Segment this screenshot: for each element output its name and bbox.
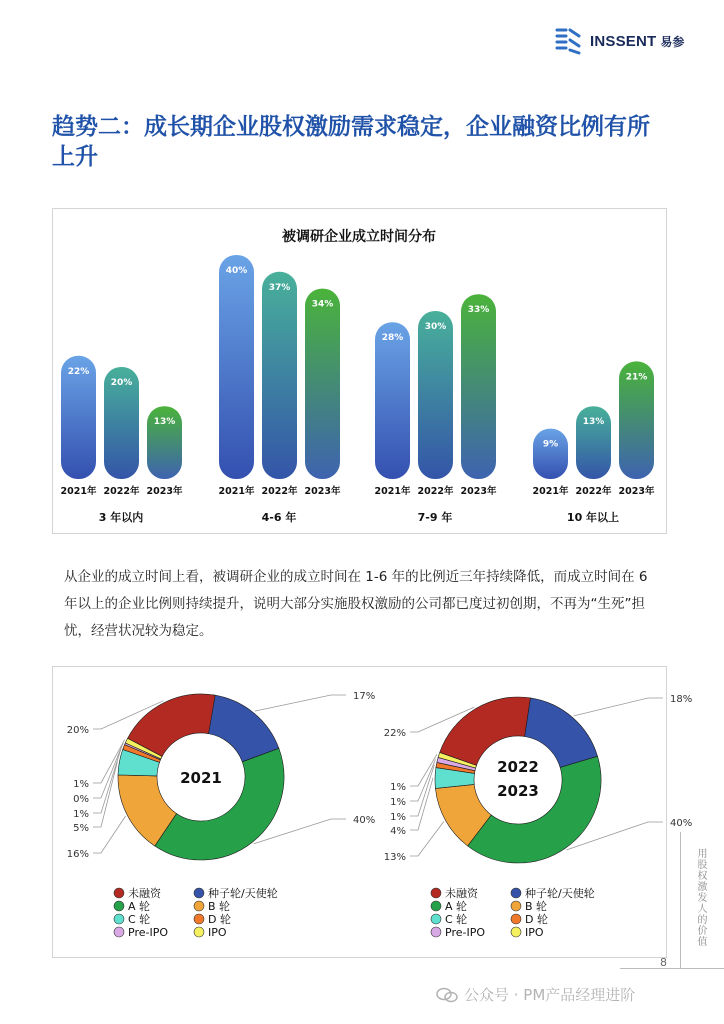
x-tick-label: 2021年 bbox=[374, 486, 411, 497]
legend-label: IPO bbox=[525, 926, 544, 939]
legend-label: Pre-IPO bbox=[128, 926, 168, 939]
x-tick-label: 2023年 bbox=[146, 486, 183, 497]
bar-data-label: 34% bbox=[311, 299, 334, 310]
legend-swatch bbox=[114, 914, 124, 924]
bar-data-label: 30% bbox=[424, 322, 447, 332]
bar-data-label: 9% bbox=[542, 439, 559, 450]
legend-swatch bbox=[194, 927, 204, 937]
x-tick-label: 2022年 bbox=[261, 486, 298, 497]
donut-slice bbox=[155, 748, 284, 860]
legend-swatch bbox=[431, 888, 441, 898]
legend-label: A 轮 bbox=[445, 900, 468, 913]
slice-label: 20% bbox=[66, 725, 89, 736]
bar bbox=[262, 272, 297, 479]
legend-label: B 轮 bbox=[525, 900, 548, 913]
body-paragraph: 从企业的成立时间上看，被调研企业的成立时间在 1-6 年的比例近三年持续降低，而成立时间在 6 年以上的企业比例则持续提升，说明大部分实施股权激励的公司都已度过初创期，不再为“生死”担忧，经营状况较为稳定。 bbox=[64, 569, 648, 639]
legend-swatch bbox=[194, 914, 204, 924]
side-divider bbox=[680, 832, 681, 968]
bar bbox=[375, 322, 410, 479]
leader-line bbox=[410, 821, 444, 856]
brand-mark-icon bbox=[554, 26, 582, 56]
legend-label: 种子轮/天使轮 bbox=[208, 887, 278, 900]
slice-label: 1% bbox=[73, 779, 89, 790]
wechat-icon bbox=[436, 987, 458, 1003]
slice-label: 1% bbox=[390, 812, 406, 823]
footer-divider bbox=[620, 968, 724, 969]
legend-label: C 轮 bbox=[445, 913, 468, 926]
bar-data-label: 22% bbox=[67, 366, 90, 377]
bar-data-label: 37% bbox=[268, 282, 291, 293]
legend-label: 未融资 bbox=[128, 887, 161, 900]
side-slogan: 用股权激发人的价值 bbox=[695, 848, 706, 947]
legend-swatch bbox=[511, 901, 521, 911]
legend-swatch bbox=[114, 901, 124, 911]
x-tick-label: 2023年 bbox=[304, 486, 341, 497]
leader-line bbox=[93, 816, 126, 853]
legend-label: Pre-IPO bbox=[445, 926, 485, 939]
bar bbox=[533, 429, 568, 479]
brand-name-cn: 易参 bbox=[660, 34, 685, 49]
bar bbox=[461, 294, 496, 479]
watermark-text: 公众号 · PM产品经理进阶 bbox=[464, 986, 636, 1004]
legend-label: 未融资 bbox=[445, 887, 478, 900]
bar-chart bbox=[53, 209, 666, 533]
bar-data-label: 21% bbox=[625, 372, 648, 383]
legend-swatch bbox=[431, 901, 441, 911]
donut-slice bbox=[525, 698, 598, 767]
legend-label: IPO bbox=[208, 926, 227, 939]
leader-line bbox=[255, 695, 346, 711]
slice-label: 40% bbox=[670, 818, 693, 829]
legend-label: A 轮 bbox=[128, 900, 151, 913]
bar-chart-panel bbox=[52, 208, 667, 534]
bar bbox=[305, 289, 340, 479]
x-tick-label: 2023年 bbox=[460, 486, 497, 497]
legend-label: C 轮 bbox=[128, 913, 151, 926]
x-tick-label: 2022年 bbox=[417, 486, 454, 497]
slice-label: 18% bbox=[670, 694, 693, 705]
slice-label: 4% bbox=[390, 826, 406, 837]
bar-data-label: 13% bbox=[153, 417, 176, 428]
x-tick-label: 2021年 bbox=[60, 486, 97, 497]
bar-data-label: 40% bbox=[225, 266, 248, 276]
leader-line bbox=[410, 759, 436, 801]
legend-swatch bbox=[114, 888, 124, 898]
donut-slice bbox=[440, 697, 531, 765]
donut-center-label: 2022 bbox=[497, 758, 539, 776]
bar-data-label: 28% bbox=[381, 333, 404, 344]
brand-name: INSSENT bbox=[590, 32, 657, 50]
chart-title: 被调研企业成立时间分布 bbox=[282, 229, 436, 245]
bar bbox=[219, 255, 254, 479]
legend-label: D 轮 bbox=[525, 913, 548, 926]
legend-swatch bbox=[511, 914, 521, 924]
slice-label: 5% bbox=[73, 823, 89, 834]
legend-label: 种子轮/天使轮 bbox=[525, 887, 595, 900]
legend-swatch bbox=[194, 888, 204, 898]
legend-swatch bbox=[114, 927, 124, 937]
x-tick-label: 2021年 bbox=[218, 486, 255, 497]
legend-swatch bbox=[511, 888, 521, 898]
brand-logo bbox=[554, 24, 694, 58]
slice-label: 1% bbox=[73, 809, 89, 820]
group-label: 3 年以内 bbox=[98, 511, 144, 524]
x-tick-label: 2022年 bbox=[103, 486, 140, 497]
watermark bbox=[436, 984, 635, 1005]
donut-center-label: 2023 bbox=[497, 782, 539, 800]
legend-label: B 轮 bbox=[208, 900, 231, 913]
slice-label: 22% bbox=[383, 728, 406, 739]
bar-data-label: 20% bbox=[110, 378, 133, 388]
legend-swatch bbox=[431, 927, 441, 937]
group-label: 4-6 年 bbox=[261, 511, 297, 524]
x-tick-label: 2022年 bbox=[575, 486, 612, 497]
legend-label: D 轮 bbox=[208, 913, 231, 926]
x-tick-label: 2023年 bbox=[618, 486, 655, 497]
leader-line bbox=[574, 698, 663, 716]
slice-label: 13% bbox=[383, 852, 406, 863]
page-title: 趋势二：成长期企业股权激励需求稳定，企业融资比例有所上升 bbox=[52, 114, 650, 170]
bar-data-label: 13% bbox=[582, 417, 605, 428]
group-label: 7-9 年 bbox=[417, 511, 453, 524]
bar-data-label: 33% bbox=[467, 305, 490, 316]
donut-charts bbox=[53, 667, 693, 957]
legend-swatch bbox=[431, 914, 441, 924]
group-label: 10 年以上 bbox=[566, 511, 620, 524]
slice-label: 1% bbox=[390, 782, 406, 793]
donut-center-label: 2021 bbox=[180, 769, 222, 787]
slice-label: 16% bbox=[66, 849, 89, 860]
slice-label: 40% bbox=[353, 815, 376, 826]
bar bbox=[418, 311, 453, 479]
slice-label: 17% bbox=[353, 691, 376, 702]
x-tick-label: 2021年 bbox=[532, 486, 569, 497]
legend-swatch bbox=[511, 927, 521, 937]
donut-charts-panel bbox=[52, 666, 693, 958]
page-number: 8 bbox=[660, 956, 667, 969]
slice-label: 1% bbox=[390, 797, 406, 808]
legend-swatch bbox=[194, 901, 204, 911]
donut-slice bbox=[208, 695, 279, 762]
slice-label: 0% bbox=[73, 794, 89, 805]
